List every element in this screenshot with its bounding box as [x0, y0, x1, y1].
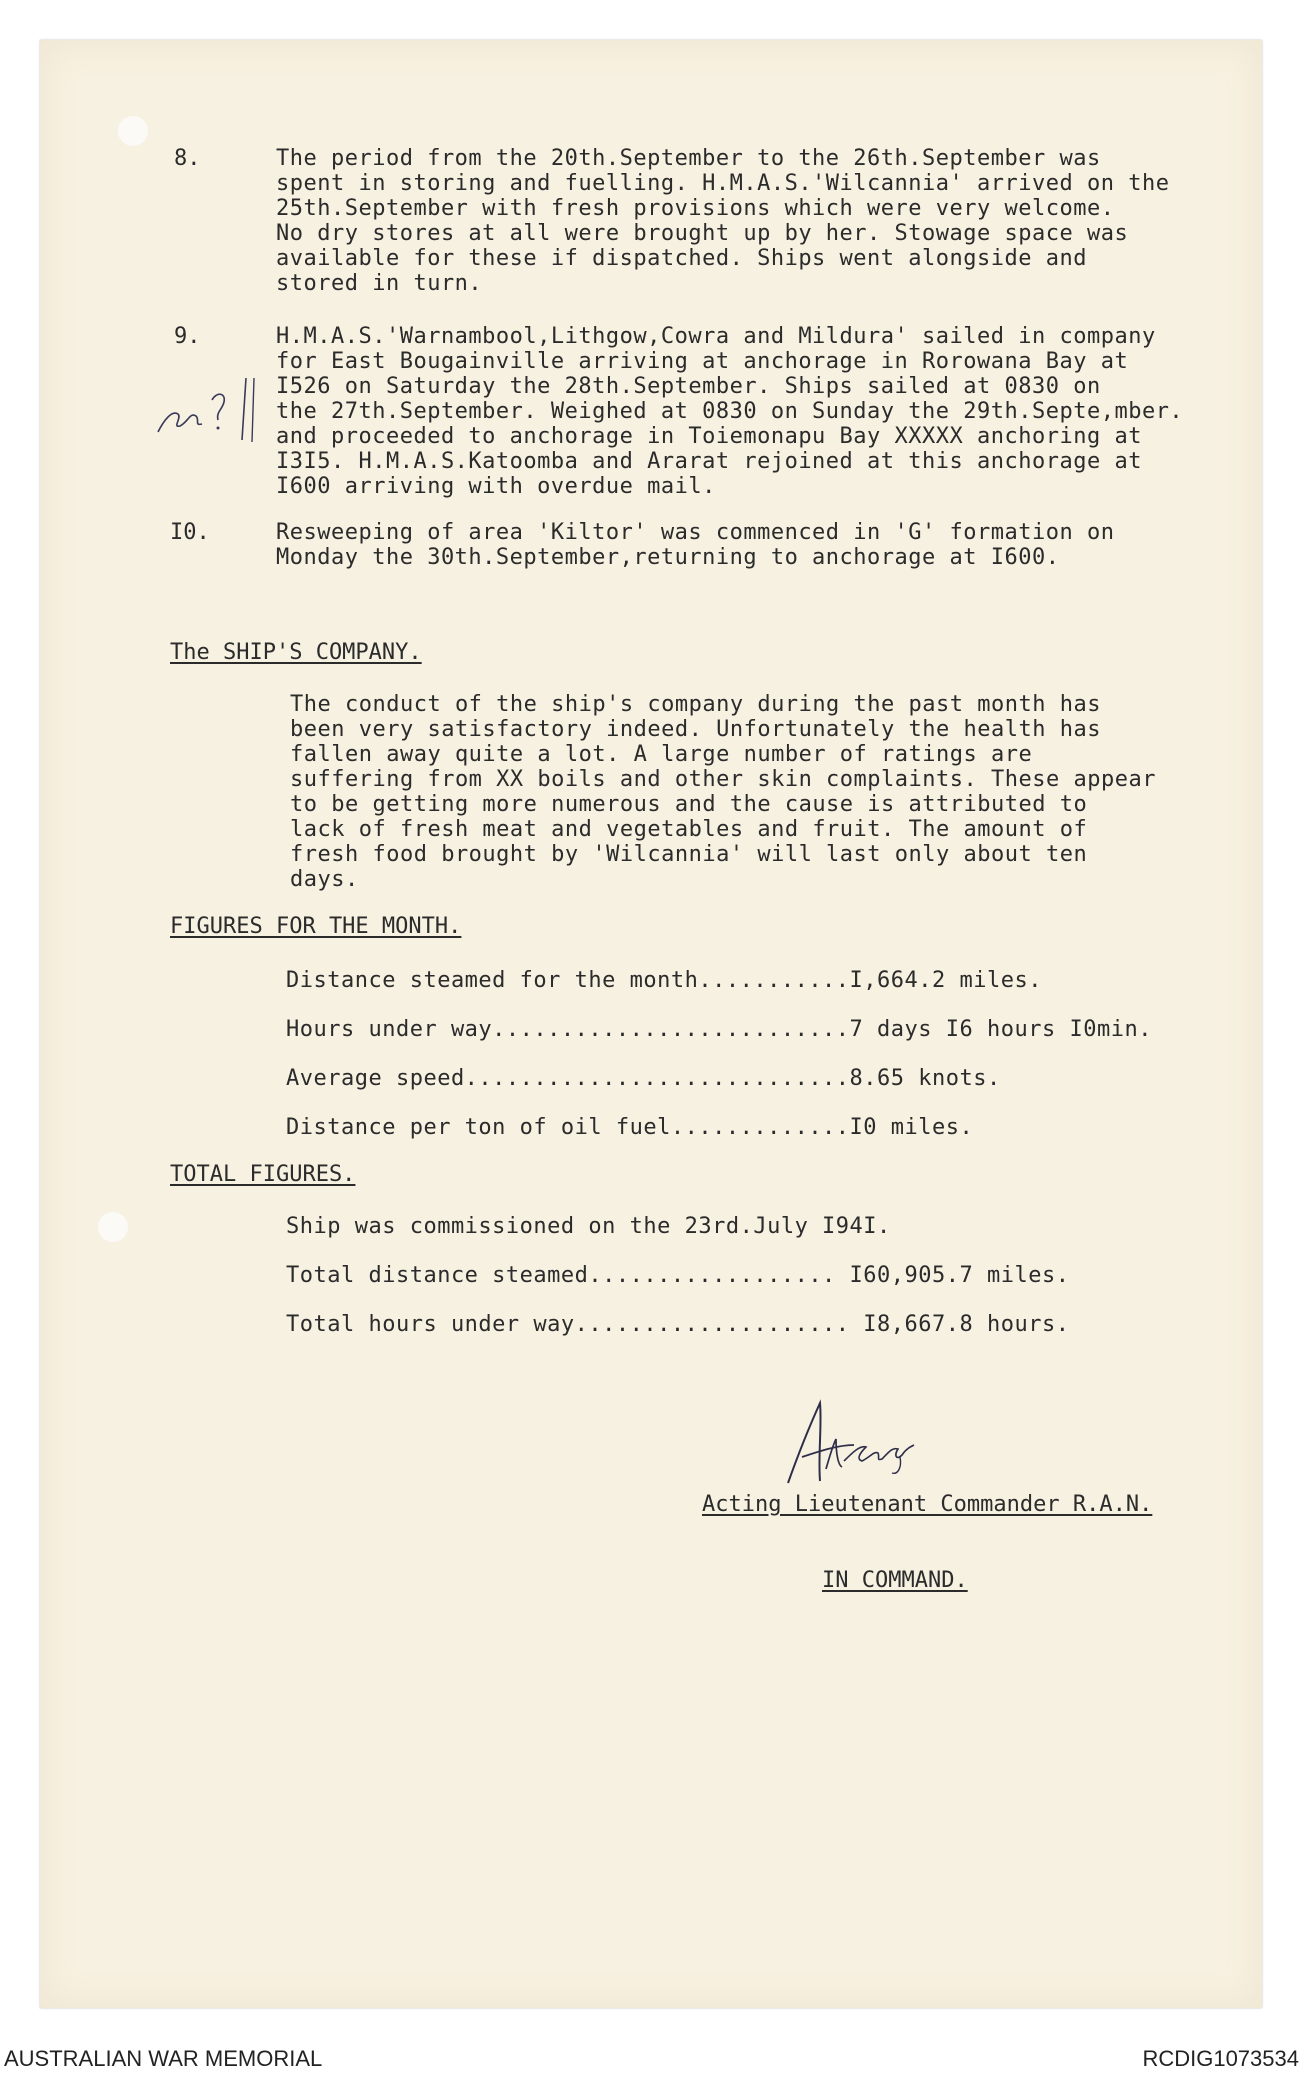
paragraph-number: 9. [174, 324, 201, 349]
figure-line: Hours under way..........................7 days I6 hours I0min. [286, 1017, 1152, 1042]
paragraph-text: The period from the 20th.September to the 26th.September was spent in storing and fuelling. H.M.A.S.'Wilcannia' arrived on the 25th.September with fresh provisions which were very welcome. No dry stores at all were brought up by her. Stowage space was available for these if dispatched. Ships went alongside and stored in turn. [276, 146, 1170, 296]
figure-line: Distance steamed for the month...........I,664.2 miles. [286, 968, 1042, 993]
section-heading: FIGURES FOR THE MONTH. [170, 914, 462, 939]
punch-hole [118, 116, 148, 146]
archive-label: AUSTRALIAN WAR MEMORIAL [4, 2046, 323, 2071]
handwritten-signature [780, 1395, 920, 1490]
figure-line: Total hours under way.................... I8,667.8 hours. [286, 1312, 1070, 1337]
section-text: The conduct of the ship's company during the past month has been very satisfactory indeed. Unfortunately the health has fallen away quite a lot. A large number of ratings are suffering from XX boils and other skin complaints. These appear to be getting more numerous and the cause is attributed to lack of fresh meat and vegetables and fruit. The amount of fresh food brought by 'Wilcannia' will last only about ten days. [290, 692, 1156, 892]
section-heading: TOTAL FIGURES. [170, 1162, 356, 1187]
figure-line: Total distance steamed.................. I60,905.7 miles. [286, 1263, 1070, 1288]
figure-line: Distance per ton of oil fuel.............I0 miles. [286, 1115, 974, 1140]
paragraph-number: 8. [174, 146, 201, 171]
signature-command: IN COMMAND. [822, 1568, 968, 1593]
paragraph-text: Resweeping of area 'Kiltor' was commenced in 'G' formation on Monday the 30th.September,returning to anchorage at I600. [276, 520, 1115, 570]
archive-id: RCDIG1073534 [1142, 2046, 1299, 2071]
signature-title: Acting Lieutenant Commander R.A.N. [702, 1492, 1153, 1517]
figure-line: Average speed............................8.65 knots. [286, 1066, 1001, 1091]
paragraph-text: H.M.A.S.'Warnambool,Lithgow,Cowra and Mildura' sailed in company for East Bougainville arriving at anchorage in Rorowana Bay at I526 on Saturday the 28th.September. Ships sailed at 0830 on the 27th.September. Weighed at 0830 on Sunday the 29th.Septe,mber. and proceeded to anchorage in Toiemonapu Bay XXXXX anchoring at I3I5. H.M.A.S.Katoomba and Ararat rejoined at this anchorage at I600 arriving with overdue mail. [276, 324, 1184, 499]
section-heading: The SHIP'S COMPANY. [170, 640, 422, 665]
punch-hole [98, 1212, 128, 1242]
paragraph-number: I0. [170, 520, 210, 545]
figure-line: Ship was commissioned on the 23rd.July I94I. [286, 1214, 891, 1239]
handwritten-margin-note [150, 370, 270, 450]
